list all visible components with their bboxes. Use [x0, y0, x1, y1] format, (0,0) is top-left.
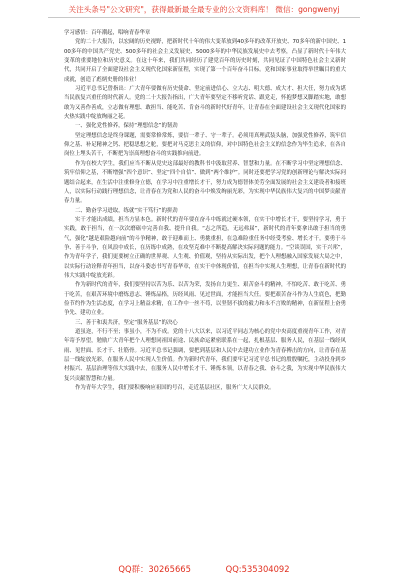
paragraph: 党的二十大报告，以宏阔的历史视野，把新时代十年的伟大变革放到40多年的改革开放史、70多年的新中国史、100多年的中国共产党史、500多年的社会主义发展史、5000多年的中华民族发展史中去考察，凸显了新时代十年伟大变革的重要地位和历史意义。在这十年来，我们共同经历了建党百年的历史时刻，共同见证了中国特色社会主义新时代，共同开启了全面建设社会主义现代化国家新征程，实现了第一个百年奋斗目标。党和国家事业取得举世瞩目的重大成就，创造了彪炳史册的伟业！: [64, 39, 346, 83]
footer: [0, 563, 408, 575]
header-divider: [48, 17, 360, 18]
footer-qq: QQ:535304092: [225, 564, 290, 574]
paragraph: 作为在校大学生，我们应当不断从党史这部最好的教科书中汲取营养、智慧和力量。在不断学习中坚定理想信念、筑牢信仰之基，不断增强“四个意识”、坚定“四个自信”、做到“两个维护”。同时还要把学习党的创新理论与解决实际问题结合起来，在生活中注重修身立德，在学习中注重增长才干，努力成为德智体美劳全面发展的社会主义建设者和接班人，以实际行动践行理想信念，让青春在为党和人民的奋斗中焕发绚丽光彩，为实现中华民族伟大复兴的中国梦贡献青春力量。: [64, 160, 346, 205]
document-body: [64, 29, 346, 554]
document-title: 学习感悟：百年潮起，唱响青春华章: [64, 30, 151, 36]
paragraph: 作为青年大学生，我们要积极响应祖国的号召，走近基层社区，服务广大人民群众。: [75, 385, 275, 392]
section-heading: 一、强化党性修养，保持“理想信念”的韧劲: [75, 123, 178, 130]
header-banner: 关注头条号"公文研究"，获得最新最全最专业的公文资料库！ 微信：gongwenyj: [68, 5, 340, 14]
footer-qq-group: QQ群：30265665: [118, 564, 191, 574]
paragraph: 作为新时代的青年，我们要坚持以苦为乐、以苦为荣，发扬自力更生、艰苦奋斗的精神，不怕吃苦、敢于吃苦、勇于吃苦，在艰苦环境中磨炼意志、锤炼品格，历经风雨、见过世面，才能担当大任。要把艰苦奋斗作为人生底色，把勤俭节约作为生活态度，在学习上精益求精，在工作中一丝不苟，以坚韧不拔的毅力和永不言败的精神，在新征程上奋勇争先、建功立业。: [64, 282, 346, 317]
paragraph: 道虽迩，不行不至；事虽小，不为不成。党的十八大以来，以习近平同志为核心的党中央高度重视青年工作，对青年寄予厚望，勉励广大青年把个人理想同祖国前途、民族命运紧密联系在一起，扎根基层、服务人民，在基层一线经风雨、见世面、长才干、壮筋骨。习近平总书记强调，要把到基层和人民中去建功立业作为青春搏击的方向，让青春在基层一线绽放光彩，在服务人民中实现人生价值。作为新时代青年，我们要牢记习近平总书记的殷殷嘱托，主动投身到乡村振兴、基层治理等伟大实践中去，在服务人民中增长才干、锤炼本领，以青春之我、奋斗之我，为实现中华民族伟大复兴贡献智慧和力量。: [64, 329, 346, 382]
paragraph: 习近平总书记曾指出：广大青年要做有历史使命、坚定前进信心、立大志、明大德、成大才、担大任，努力成为堪当民族复兴重任的时代新人。党的二十大报告指出，广大青年要坚定不移听党话、跟党走，怀抱梦想又脚踏实地，敢想敢为又善作善成，立志做有理想、敢担当、能吃苦、肯奋斗的新时代好青年，让青春在全面建设社会主义现代化国家的火热实践中绽放绚丽之花。: [64, 86, 346, 121]
paragraph: 坚定理想信念是终身课题，需要常修常炼，要信一辈子、守一辈子。必须用真理武装头脑，加强党性修养，筑牢信仰之基、补足精神之钙、把稳思想之舵，要把对马克思主义的信仰，对中国特色社会主义的信念作为毕生追求，在各自岗位上埋头苦干，不断把为崇高理想奋斗的实践推向前进。: [64, 132, 346, 158]
section-heading: 二、勤奋学习进取，练就“实干笃行”的拼劲: [75, 207, 178, 214]
section-heading: 三、善于和衷共济，坚定“服务基层”的决心: [75, 319, 178, 326]
paragraph: 实干才能出成绩，担当方显本色。新时代的青年要在奋斗中练就过硬本领，在实干中增长才干，要坚持学习，勇于实践，敢于担当，在一次次磨砺中完善自我、提升自我。“志之所趋，无远弗届”，新时代的青年要拿出敢于担当的勇气，强化“越是艰险越向前”的斗争精神，敢于迎难而上、勇挑重担，在急难险重任务中经受考验、增长才干。要勇于斗争、善于斗争，在风浪中成长，在历练中成熟，在攻坚克难中不断提高解决实际问题的能力。“空谈误国，实干兴邦”，作为青年学子，我们更要树立正确的世界观、人生观、价值观，坚持从实际出发，把个人理想融入国家发展大局之中，以实际行动诠释青年担当，以奋斗姿态书写青春华章，在实干中体现价值，在担当中实现人生理想，让青春在新时代的伟大实践中绽放光彩。: [64, 216, 346, 279]
